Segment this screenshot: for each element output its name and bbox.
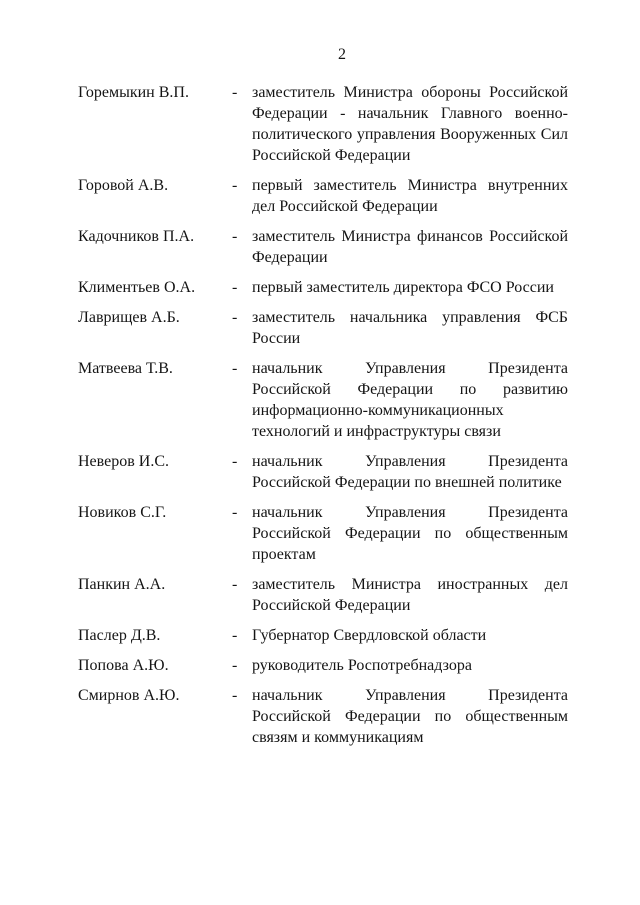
official-name: Неверов И.С. — [78, 453, 169, 470]
separator-dash: - — [232, 657, 238, 674]
list-entry — [78, 655, 568, 676]
official-title: первый заместитель Министра внутренних дел Российской Федерации — [252, 177, 568, 215]
list-entry — [78, 82, 568, 166]
official-title: заместитель начальника управления ФСБ России — [252, 309, 568, 347]
official-title: первый заместитель директора ФСО России — [252, 279, 554, 296]
official-name: Климентьев О.А. — [78, 279, 196, 296]
official-title: начальник Управления Президента Российской Федерации по внешней политике — [252, 453, 568, 491]
official-title: руководитель Роспотребнадзора — [252, 657, 472, 674]
list-entry — [78, 451, 568, 493]
separator-dash: - — [232, 453, 238, 470]
official-name: Горемыкин В.П. — [78, 84, 189, 101]
official-title: начальник Управления Президента Российской Федерации по общественным связям и коммуникациям — [252, 687, 568, 746]
official-name: Смирнов А.Ю. — [78, 687, 180, 704]
separator-dash: - — [232, 627, 238, 644]
separator-dash: - — [232, 279, 238, 296]
list-entry — [78, 175, 568, 217]
officials-list — [78, 82, 568, 757]
official-name: Лаврищев А.Б. — [78, 309, 180, 326]
list-entry — [78, 307, 568, 349]
official-title: заместитель Министра обороны Российской Федерации - начальник Главного военно-политического управления Вооруженных Сил Российской Федерации — [252, 84, 568, 164]
official-name: Паслер Д.В. — [78, 627, 161, 644]
separator-dash: - — [232, 309, 238, 326]
separator-dash: - — [232, 687, 238, 704]
separator-dash: - — [232, 84, 238, 101]
official-name: Кадочников П.А. — [78, 228, 195, 245]
separator-dash: - — [232, 360, 238, 377]
official-name: Матвеева Т.В. — [78, 360, 173, 377]
list-entry — [78, 277, 568, 298]
official-title: начальник Управления Президента Российской Федерации по общественным проектам — [252, 504, 568, 563]
separator-dash: - — [232, 228, 238, 245]
official-name: Попова А.Ю. — [78, 657, 169, 674]
official-name: Панкин А.А. — [78, 576, 166, 593]
separator-dash: - — [232, 504, 238, 521]
list-entry — [78, 226, 568, 268]
official-title: заместитель Министра финансов Российской Федерации — [252, 228, 568, 266]
list-entry — [78, 502, 568, 565]
official-name: Горовой А.В. — [78, 177, 169, 194]
list-entry — [78, 358, 568, 442]
list-entry — [78, 574, 568, 616]
list-entry — [78, 685, 568, 748]
official-title: Губернатор Свердловской области — [252, 627, 487, 644]
official-title: начальник Управления Президента Российской Федерации по развитию информационно-коммуникационных технологий и инфраструктуры связи — [252, 360, 568, 440]
page-number: 2 — [338, 46, 346, 63]
official-title: заместитель Министра иностранных дел Российской Федерации — [252, 576, 568, 614]
separator-dash: - — [232, 576, 238, 593]
list-entry — [78, 625, 568, 646]
official-name: Новиков С.Г. — [78, 504, 167, 521]
separator-dash: - — [232, 177, 238, 194]
